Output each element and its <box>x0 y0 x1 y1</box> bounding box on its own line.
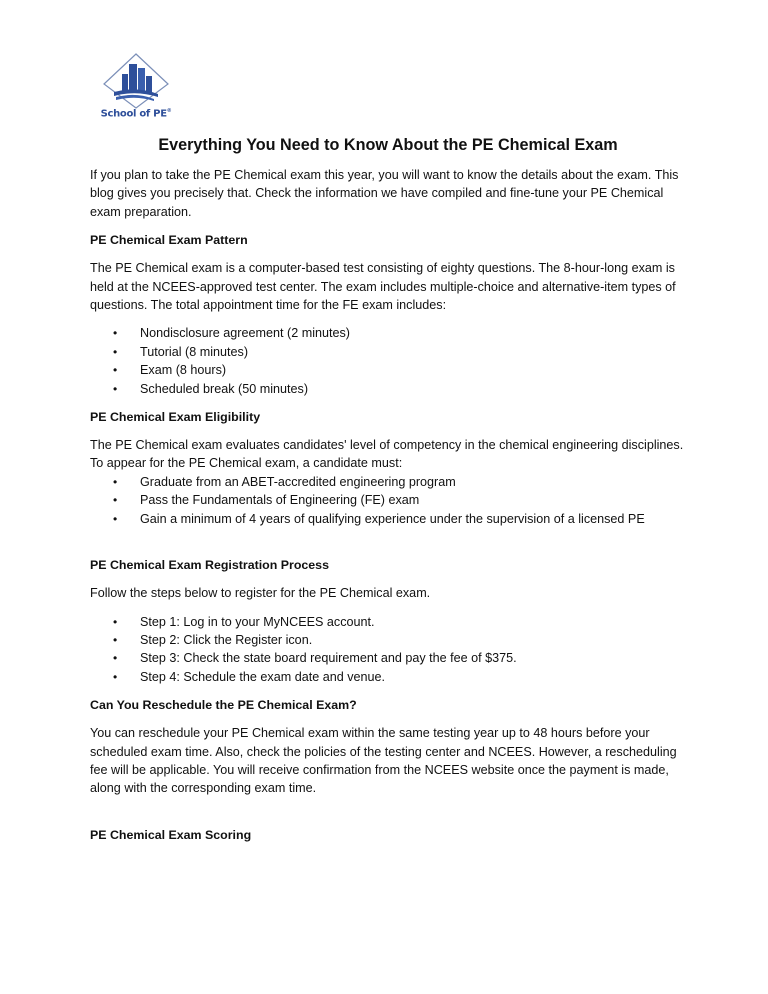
bullet-icon: • <box>113 614 118 629</box>
bullet-icon: • <box>113 651 118 666</box>
list-item: • Scheduled break (50 minutes) <box>140 380 686 398</box>
reschedule-paragraph: You can reschedule your PE Chemical exam within the same testing year up to 48 hours before your scheduled exam time. Also, check the policies of the testing center and NCEES. However, a rescheduling fee will be applicable. You will receive confirmation from the NCEES website once the payment is made, along with the corresponding exam time. <box>90 726 677 796</box>
list-item: • Step 2: Click the Register icon. <box>140 631 686 649</box>
eligibility-list <box>90 473 686 528</box>
pattern-list <box>90 324 686 398</box>
section-heading-scoring: PE Chemical Exam Scoring <box>90 827 252 842</box>
bullet-icon: • <box>113 511 118 526</box>
section-heading-reschedule: Can You Reschedule the PE Chemical Exam? <box>90 698 357 713</box>
pattern-paragraph: The PE Chemical exam is a computer-based test consisting of eighty questions. The 8-hour-long exam is held at the NCEES-approved test center. The exam includes multiple-choice and alternative-item types of questions. The total appointment time for the FE exam includes: <box>90 261 676 313</box>
list-item: • Tutorial (8 minutes) <box>140 343 686 361</box>
bullet-icon: • <box>113 344 118 359</box>
section-heading-registration: PE Chemical Exam Registration Process <box>90 558 329 573</box>
bullet-icon: • <box>113 474 118 489</box>
building-logo-icon <box>96 52 176 110</box>
section-heading-pattern: PE Chemical Exam Pattern <box>90 233 248 248</box>
list-item: • Step 3: Check the state board requirement and pay the fee of $375. <box>140 649 686 667</box>
bullet-icon: • <box>113 326 118 341</box>
bullet-icon: • <box>113 493 118 508</box>
intro-paragraph: If you plan to take the PE Chemical exam this year, you will want to know the details about the exam. This blog gives you precisely that. Check the information we have compiled and fine-tune your PE Chemical exam preparation. <box>90 168 679 219</box>
list-item: • Graduate from an ABET-accredited engineering program <box>140 473 686 491</box>
list-item: • Step 4: Schedule the exam date and venue. <box>140 668 686 686</box>
registration-paragraph: Follow the steps below to register for the PE Chemical exam. <box>90 586 431 601</box>
document-title: Everything You Need to Know About the PE Chemical Exam <box>158 136 618 154</box>
bullet-icon: • <box>113 632 118 647</box>
registration-steps-list <box>90 613 686 687</box>
bullet-icon: • <box>113 669 118 684</box>
document-body <box>90 134 686 854</box>
list-item: • Step 1: Log in to your MyNCEES account. <box>140 613 686 631</box>
school-of-pe-logo <box>96 52 176 124</box>
bullet-icon: • <box>113 381 118 396</box>
list-item: • Exam (8 hours) <box>140 361 686 379</box>
eligibility-paragraph: The PE Chemical exam evaluates candidates' level of competency in the chemical engineering disciplines. To appear for the PE Chemical exam, a candidate must: <box>90 438 684 471</box>
list-item: • Pass the Fundamentals of Engineering (FE) exam <box>140 491 686 509</box>
section-heading-eligibility: PE Chemical Exam Eligibility <box>90 410 261 425</box>
logo-text: School of PE® <box>100 108 172 120</box>
list-item: • Gain a minimum of 4 years of qualifying experience under the supervision of a licensed PE <box>140 510 686 528</box>
bullet-icon: • <box>113 363 118 378</box>
list-item: • Nondisclosure agreement (2 minutes) <box>140 324 686 342</box>
